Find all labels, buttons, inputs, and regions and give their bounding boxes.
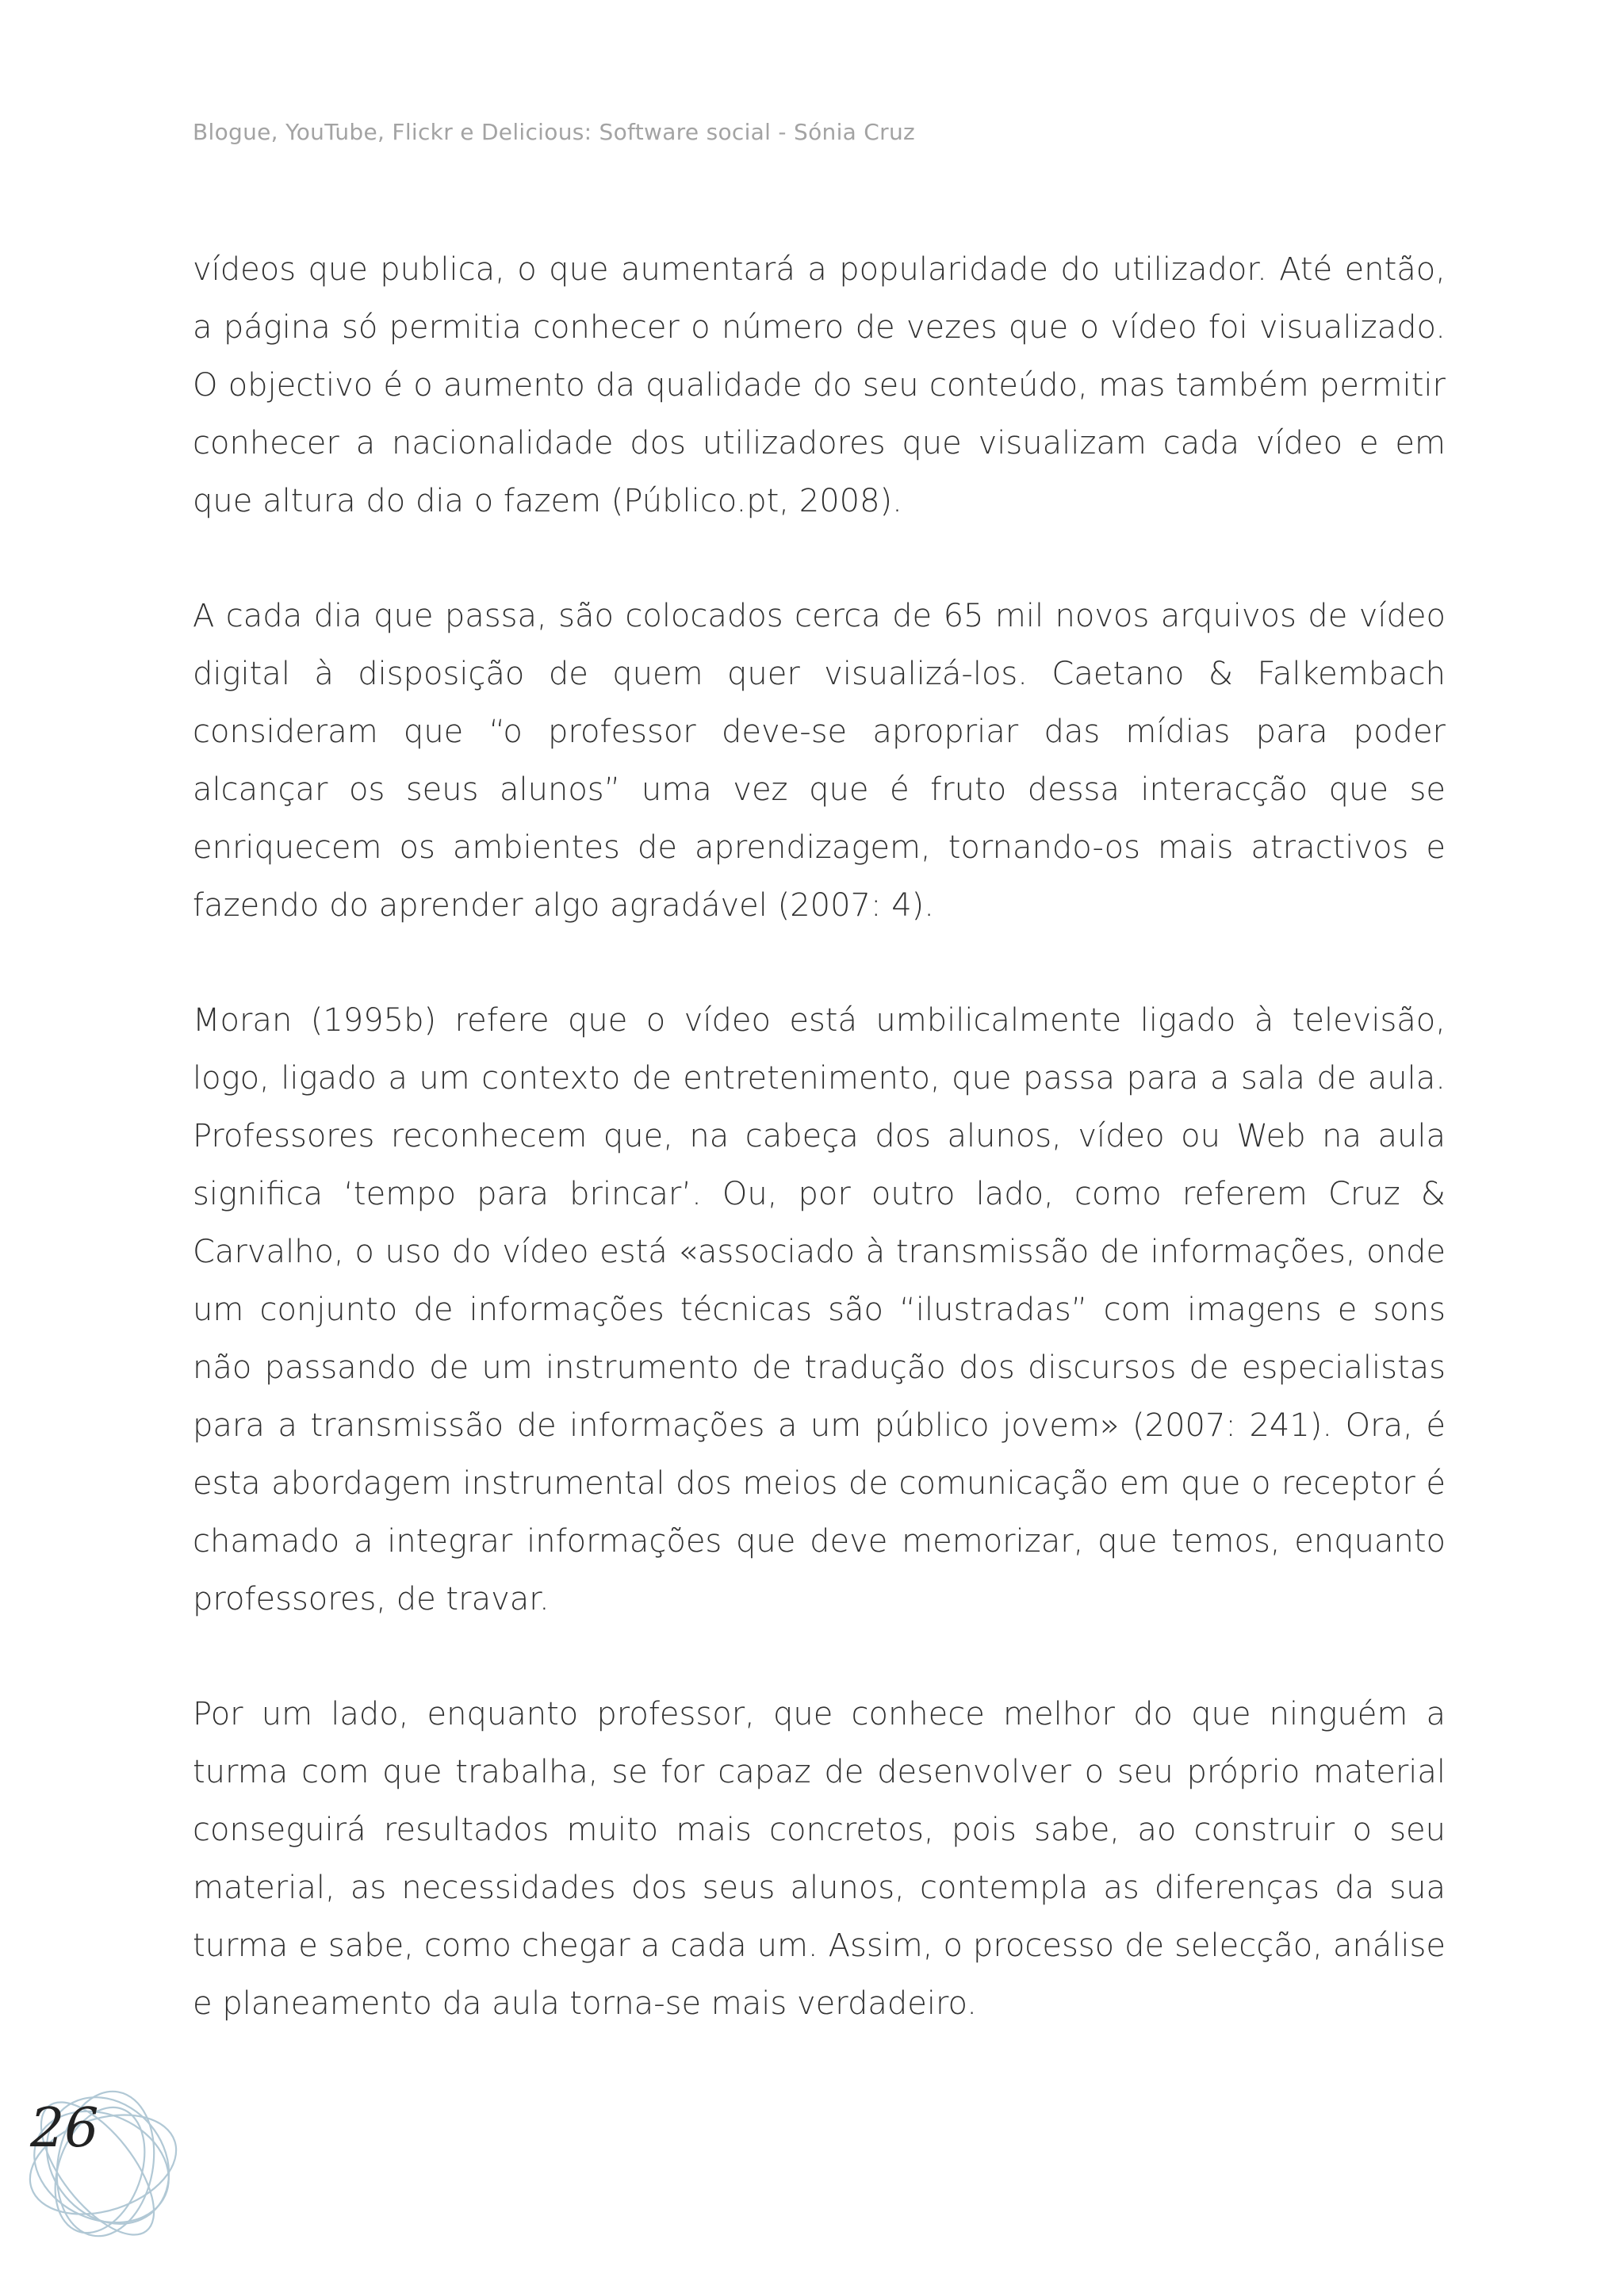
body-text: [193, 241, 1446, 2090]
paragraph-4: Por um lado, enquanto professor, que conhece melhor do que ninguém a turma com que trabalha, se for capaz de desenvolver o seu próprio material conseguirá resultados muito mais concretos, pois sabe, ao construir o seu material, as necessidades dos seus alunos, contempla as diferenças da sua turma e sabe, como chegar a cada um. Assim, o processo de selecção, análise e planeamento da aula torna-se mais verdadeiro.: [193, 1696, 1446, 2022]
paragraph-3: Moran (1995b) refere que o vídeo está umbilicalmente ligado à televisão, logo, ligado a um contexto de entretenimento, que passa para a sala de aula. Professores reconhecem que, na cabeça dos alunos, vídeo ou Web na aula significa ‘tempo para brincar’. Ou, por outro lado, como referem Cruz & Carvalho, o uso do vídeo está «associado à transmissão de informações, onde um conjunto de informações técnicas são “ilustradas” com imagens e sons não passando de um instrumento de tradução dos discursos de especialistas para a transmissão de informações a um público jovem» (2007: 241). Ora, é esta abordagem instrumental dos meios de comunicação em que o receptor é chamado a integrar informações que deve memorizar, que temos, enquanto professores, de travar.: [193, 1002, 1446, 1617]
paragraph-2: A cada dia que passa, são colocados cerca de 65 mil novos arquivos de vídeo digital à disposição de quem quer visualizá-los. Caetano & Falkembach consideram que “o professor deve-se apropriar das mídias para poder alcançar os seus alunos” uma vez que é fruto dessa interacção que se enriquecem os ambientes de aprendizagem, tornando-os mais atractivos e fazendo do aprender algo agradável (2007: 4).: [193, 598, 1446, 924]
page-number: 26: [30, 2097, 99, 2160]
running-header: Blogue, YouTube, Flickr e Delicious: Software social - Sónia Cruz: [193, 119, 916, 145]
paragraph-1: vídeos que publica, o que aumentará a popularidade do utilizador. Até então, a página só permitia conhecer o número de vezes que o vídeo foi visualizado. O objectivo é o aumento da qualidade do seu conteúdo, mas também permitir conhecer a nacionalidade dos utilizadores que visualizam cada vídeo e em que altura do dia o fazem (Público.pt, 2008).: [193, 251, 1446, 519]
